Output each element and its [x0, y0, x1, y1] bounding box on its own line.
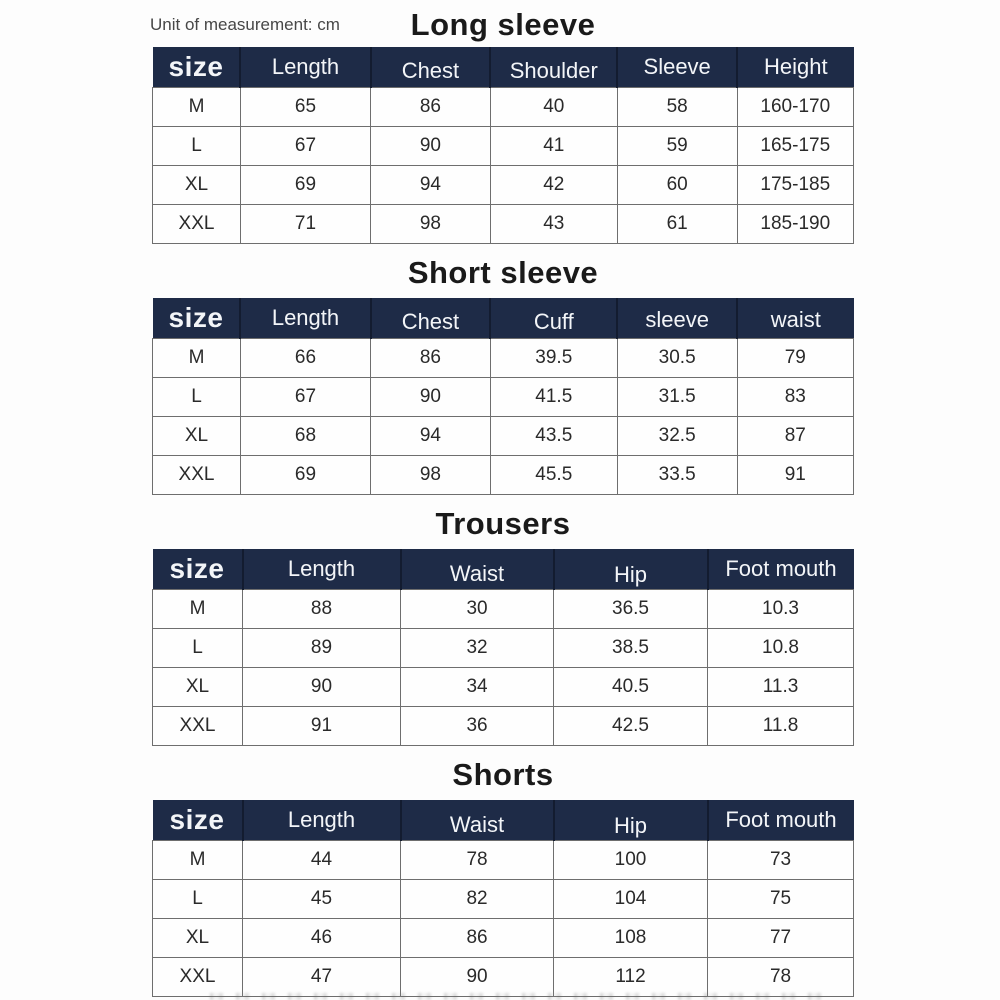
value-cell: 75 — [708, 880, 854, 919]
value-cell: 36 — [401, 707, 554, 746]
value-cell: 71 — [240, 205, 370, 244]
size-cell: XXL — [153, 205, 241, 244]
column-header-label: Shoulder — [509, 58, 598, 83]
section-long-sleeve — [152, 3, 854, 244]
size-column-header — [153, 298, 241, 339]
value-cell: 39.5 — [490, 339, 617, 378]
table-row — [153, 707, 854, 746]
value-cell: 112 — [554, 958, 708, 997]
column-header-label: Hip — [614, 813, 648, 838]
value-cell: 58 — [617, 88, 737, 127]
header-row — [153, 298, 854, 339]
value-cell: 78 — [401, 841, 554, 880]
value-cell: 90 — [401, 958, 554, 997]
value-cell: 66 — [240, 339, 370, 378]
header-row — [153, 47, 854, 88]
value-cell: 98 — [371, 205, 491, 244]
table-title-long-sleeve: Long sleeve — [410, 7, 596, 42]
column-header-label: Waist — [449, 812, 505, 837]
title-row — [152, 756, 854, 794]
value-cell: 67 — [240, 378, 370, 417]
title-row — [152, 505, 854, 543]
table-row — [153, 456, 854, 495]
value-cell: 98 — [371, 456, 491, 495]
value-cell: 86 — [371, 339, 491, 378]
value-cell: 91 — [243, 707, 401, 746]
value-cell: 42 — [490, 166, 617, 205]
value-cell: 32.5 — [617, 417, 737, 456]
value-cell: 67 — [240, 127, 370, 166]
value-cell: 33.5 — [617, 456, 737, 495]
table-row — [153, 88, 854, 127]
table-row — [153, 958, 854, 997]
column-header — [737, 47, 853, 88]
size-cell: M — [153, 841, 243, 880]
value-cell: 42.5 — [554, 707, 708, 746]
value-cell: 45 — [243, 880, 401, 919]
size-cell: XL — [153, 166, 241, 205]
value-cell: 43.5 — [490, 417, 617, 456]
section-trousers — [152, 505, 854, 746]
column-header-label: Length — [271, 305, 340, 330]
value-cell: 60 — [617, 166, 737, 205]
column-header-label: waist — [770, 307, 821, 332]
value-cell: 44 — [243, 841, 401, 880]
value-cell: 41.5 — [490, 378, 617, 417]
value-cell: 104 — [554, 880, 708, 919]
table-row — [153, 339, 854, 378]
column-header-label: Length — [287, 807, 356, 832]
value-cell: 108 — [554, 919, 708, 958]
value-cell: 79 — [737, 339, 853, 378]
table-row — [153, 668, 854, 707]
column-header — [737, 298, 853, 339]
column-header-label: Waist — [449, 561, 505, 586]
value-cell: 87 — [737, 417, 853, 456]
table-row — [153, 880, 854, 919]
value-cell: 88 — [243, 590, 401, 629]
value-cell: 41 — [490, 127, 617, 166]
value-cell: 90 — [371, 127, 491, 166]
value-cell: 59 — [617, 127, 737, 166]
table-row — [153, 841, 854, 880]
table-title-trousers: Trousers — [435, 506, 571, 541]
title-row — [152, 254, 854, 292]
column-header — [708, 549, 854, 590]
table-row — [153, 590, 854, 629]
value-cell: 34 — [401, 668, 554, 707]
header-row — [153, 549, 854, 590]
column-header-label: Foot mouth — [725, 807, 837, 832]
column-header-label: Sleeve — [643, 54, 711, 79]
table-row — [153, 417, 854, 456]
column-header-label: size — [169, 804, 225, 835]
value-cell: 32 — [401, 629, 554, 668]
column-header-label: Foot mouth — [725, 556, 837, 581]
size-cell: L — [153, 880, 243, 919]
column-header-label: Chest — [401, 58, 460, 83]
column-header — [243, 800, 401, 841]
size-cell: M — [153, 590, 243, 629]
column-header-label: sleeve — [645, 307, 709, 332]
column-header-label: size — [169, 553, 225, 584]
size-chart-content — [152, 3, 854, 997]
size-cell: XL — [153, 919, 243, 958]
column-header — [243, 549, 401, 590]
value-cell: 73 — [708, 841, 854, 880]
value-cell: 61 — [617, 205, 737, 244]
table-row — [153, 127, 854, 166]
size-cell: XL — [153, 417, 241, 456]
table-row — [153, 205, 854, 244]
unit-note: Unit of measurement: cm — [150, 15, 340, 34]
column-header-label: Length — [287, 556, 356, 581]
long-sleeve-table — [152, 47, 854, 244]
column-header — [554, 549, 708, 590]
table-row — [153, 166, 854, 205]
value-cell: 165-175 — [737, 127, 853, 166]
cropped-caption-remnant — [210, 993, 830, 1000]
table-row — [153, 378, 854, 417]
trousers-table — [152, 549, 854, 746]
value-cell: 69 — [240, 456, 370, 495]
column-header — [617, 298, 737, 339]
column-header — [490, 298, 617, 339]
value-cell: 100 — [554, 841, 708, 880]
size-cell: M — [153, 339, 241, 378]
value-cell: 46 — [243, 919, 401, 958]
column-header-label: size — [168, 51, 224, 82]
column-header-label: size — [168, 302, 224, 333]
section-shorts — [152, 756, 854, 997]
value-cell: 185-190 — [737, 205, 853, 244]
column-header-label: Length — [271, 54, 340, 79]
value-cell: 83 — [737, 378, 853, 417]
value-cell: 69 — [240, 166, 370, 205]
value-cell: 77 — [708, 919, 854, 958]
section-short-sleeve — [152, 254, 854, 495]
column-header — [401, 800, 554, 841]
column-header — [708, 800, 854, 841]
value-cell: 40.5 — [554, 668, 708, 707]
column-header — [371, 298, 491, 339]
value-cell: 86 — [371, 88, 491, 127]
value-cell: 86 — [401, 919, 554, 958]
value-cell: 68 — [240, 417, 370, 456]
table-title-shorts: Shorts — [452, 757, 554, 792]
short-sleeve-table — [152, 298, 854, 495]
title-row — [152, 3, 854, 47]
size-cell: XXL — [153, 958, 243, 997]
size-cell: XXL — [153, 456, 241, 495]
column-header — [490, 47, 617, 88]
value-cell: 30 — [401, 590, 554, 629]
column-header — [554, 800, 708, 841]
shorts-table — [152, 800, 854, 997]
size-cell: XL — [153, 668, 243, 707]
size-column-header — [153, 800, 243, 841]
value-cell: 65 — [240, 88, 370, 127]
value-cell: 160-170 — [737, 88, 853, 127]
column-header — [240, 47, 370, 88]
value-cell: 82 — [401, 880, 554, 919]
value-cell: 10.8 — [708, 629, 854, 668]
column-header-label: Cuff — [533, 309, 574, 334]
size-column-header — [153, 549, 243, 590]
value-cell: 175-185 — [737, 166, 853, 205]
value-cell: 45.5 — [490, 456, 617, 495]
value-cell: 43 — [490, 205, 617, 244]
column-header — [371, 47, 491, 88]
size-cell: L — [153, 629, 243, 668]
value-cell: 31.5 — [617, 378, 737, 417]
column-header — [240, 298, 370, 339]
value-cell: 38.5 — [554, 629, 708, 668]
column-header — [401, 549, 554, 590]
column-header-label: Chest — [401, 309, 460, 334]
value-cell: 40 — [490, 88, 617, 127]
value-cell: 94 — [371, 166, 491, 205]
table-row — [153, 629, 854, 668]
size-cell: M — [153, 88, 241, 127]
size-cell: L — [153, 378, 241, 417]
value-cell: 30.5 — [617, 339, 737, 378]
value-cell: 90 — [243, 668, 401, 707]
table-row — [153, 919, 854, 958]
size-column-header — [153, 47, 241, 88]
value-cell: 11.8 — [708, 707, 854, 746]
value-cell: 89 — [243, 629, 401, 668]
value-cell: 11.3 — [708, 668, 854, 707]
table-title-short-sleeve: Short sleeve — [407, 255, 599, 290]
size-cell: L — [153, 127, 241, 166]
value-cell: 78 — [708, 958, 854, 997]
value-cell: 94 — [371, 417, 491, 456]
value-cell: 10.3 — [708, 590, 854, 629]
value-cell: 47 — [243, 958, 401, 997]
column-header-label: Height — [764, 54, 828, 79]
value-cell: 91 — [737, 456, 853, 495]
header-row — [153, 800, 854, 841]
size-cell: XXL — [153, 707, 243, 746]
value-cell: 90 — [371, 378, 491, 417]
value-cell: 36.5 — [554, 590, 708, 629]
column-header — [617, 47, 737, 88]
column-header-label: Hip — [614, 562, 648, 587]
